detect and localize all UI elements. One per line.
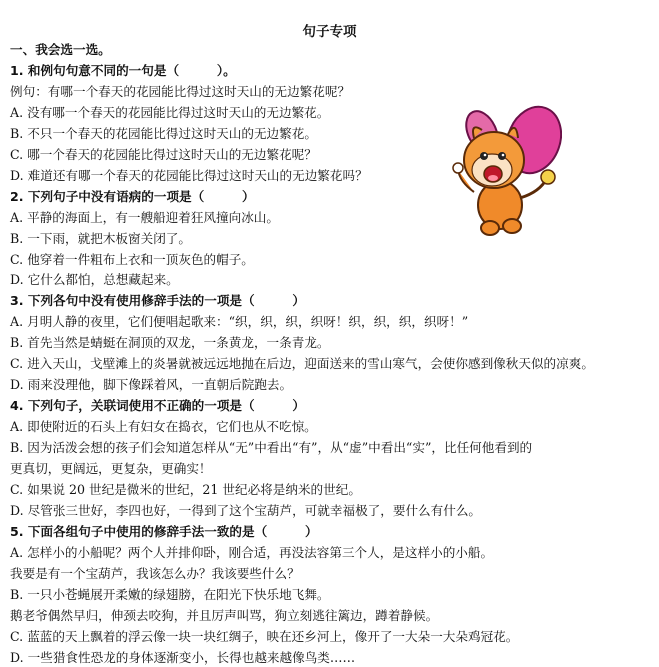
text-line: D. 难道还有哪一个春天的花园能比得过这时天山的无边繁花吗？ <box>10 167 368 183</box>
text-line: C. 哪一个春天的花园能比得过这时天山的无边繁花呢？ <box>10 146 317 162</box>
text-line: C. 蓝蓝的天上飘着的浮云像一块一块红绸子，映在还乡河上，像开了一大朵一大朵鸡冠花。 <box>10 628 519 644</box>
text-line: 更真切，更阔远，更复杂，更确实！ <box>10 461 212 476</box>
text-line: B. 不只一个春天的花园能比得过这时天山的无边繁花。 <box>10 125 317 141</box>
question-heading: 1. 和例句句意不同的一句是（ ）。 <box>10 62 236 78</box>
text-line: B. 因为活泼会想的孩子们会知道怎样从“无”中看出“有”，从“虚”中看出“实”，比任何他看到的 <box>10 440 533 456</box>
text-line: B. 一只小苍蝇展开柔嫩的绿翅膀，在阳光下快乐地飞舞。 <box>10 586 330 602</box>
text-line: B. 一下雨，就把木板窗关闭了。 <box>10 230 191 246</box>
text-line: C. 进入天山，戈壁滩上的炎暑就被远远地抛在后边，迎面送来的雪山寒气，会使你感到像秋天似的凉爽。 <box>10 356 594 372</box>
text-line: D. 一些猎食性恐龙的身体逐渐变小，长得也越来越像鸟类…… <box>10 649 356 665</box>
text-line: D. 它什么都怕，总想藏起来。 <box>10 272 179 288</box>
text-line: 例句：有哪一个春天的花园能比得过这时天山的无边繁花呢？ <box>10 83 351 99</box>
page-title: 句子专项 <box>302 24 357 40</box>
question-heading: 一、我会选一选。 <box>10 42 111 57</box>
text-line: A. 月明人静的夜里，它们便唱起歌来：“织，织，织，织呀！织，织，织，织呀！” <box>10 314 469 330</box>
question-heading: 4. 下列句子，关联词使用不正确的一项是（ ） <box>10 398 305 414</box>
text-line: A. 平静的海面上，有一艘船迎着狂风撞向冰山。 <box>10 209 279 225</box>
question-heading: 3. 下列各句中没有使用修辞手法的一项是（ ） <box>10 293 305 309</box>
text-line: D. 尽管张三世好，李四也好，一得到了这个宝葫芦，可就幸福极了，要什么有什么。 <box>10 502 482 518</box>
text-line: A. 即使附近的石头上有妇女在捣衣，它们也从不吃惊。 <box>10 419 317 435</box>
question-heading: 2. 下列句子中没有语病的一项是（ ） <box>10 188 255 204</box>
text-line: A. 怎样小的小船呢？两个人并排仰卧，刚合适，再没法容第三个人，是这样小的小船。 <box>10 544 494 560</box>
text-line: D. 雨来没理他，脚下像踩着风，一直朝后院跑去。 <box>10 377 293 393</box>
text-line: 鹅老爷偶然早归，伸颈去咬狗，并且厉声叫骂，狗立刻逃往篱边，蹲着静候。 <box>10 607 439 623</box>
text-line: C. 如果说 20 世纪是微米的世纪，21 世纪必将是纳米的世纪。 <box>10 481 361 497</box>
cartoon-mascot-image <box>452 100 562 240</box>
text-line: B. 首先当然是蜻蜓在洞顶的双龙，一条黄龙，一条青龙。 <box>10 335 330 351</box>
text-line: A. 没有哪一个春天的花园能比得过这时天山的无边繁花。 <box>10 104 330 120</box>
question-heading: 5. 下面各组句子中使用的修辞手法一致的是（ ） <box>10 523 318 539</box>
text-line: C. 他穿着一件粗布上衣和一顶灰色的帽子。 <box>10 251 254 267</box>
text-line: 我要是有一个宝葫芦，我该怎么办？我该要些什么？ <box>10 565 300 581</box>
